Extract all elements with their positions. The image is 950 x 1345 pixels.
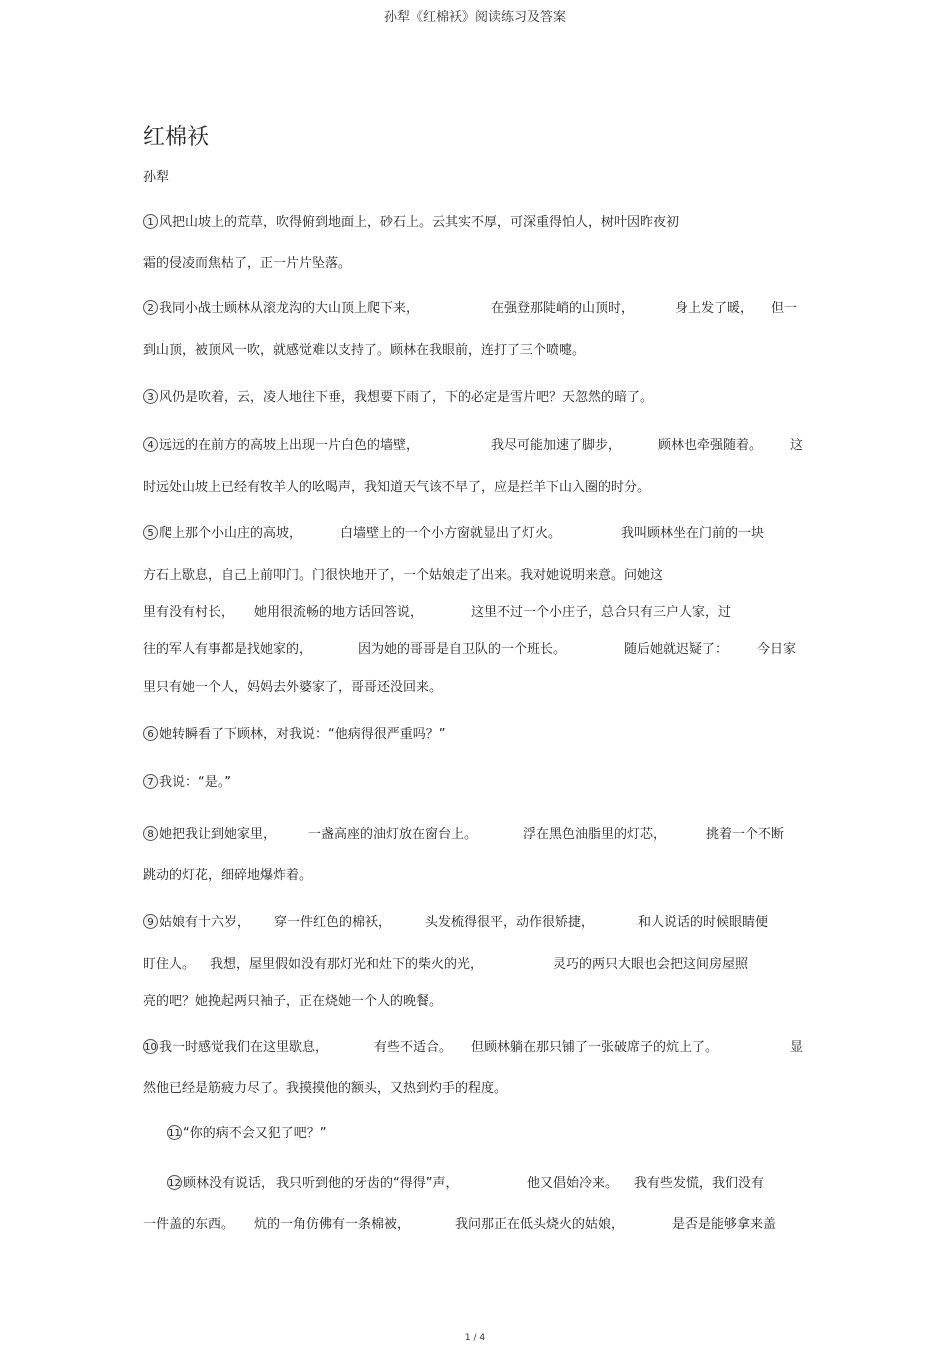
paragraph-number-icon: 1 bbox=[143, 214, 158, 229]
text-segment: 时远处山坡上已经有牧羊人的吆喝声，我知道天气该不早了，应是拦羊下山入圈的时分。 bbox=[143, 480, 651, 495]
text-segment: 盯住人。 bbox=[143, 957, 196, 972]
text-segment: 她用很流畅的地方话回答说， bbox=[254, 605, 424, 620]
text-segment: 5 爬上那个小山庄的高坡， bbox=[143, 525, 302, 543]
text-segment: 头发梳得很平，动作很矫捷， bbox=[425, 915, 595, 930]
text-segment: 显 bbox=[790, 1040, 804, 1055]
text-segment: 这 bbox=[790, 438, 804, 453]
text-segment: 我只听到他的牙齿的“得得”声， bbox=[276, 1176, 459, 1191]
paragraph-number-icon: 7 bbox=[143, 774, 158, 789]
text-segment: 我尽可能加速了脚步， bbox=[491, 438, 622, 453]
text-segment: 穿一件红色的棉袄， bbox=[274, 915, 392, 930]
text-segment: 到山顶，被顶风一吹，就感觉难以支持了。顾林在我眼前，连打了三个喷嚏。 bbox=[143, 343, 586, 358]
text-segment: 亮的吧？她挽起两只袖子，正在烧她一个人的晚餐。 bbox=[143, 994, 443, 1009]
text-segment: 灵巧的两只大眼也会把这间房屋照 bbox=[553, 957, 749, 972]
text-segment: 霜的侵凌而焦枯了，正一片片坠落。 bbox=[143, 256, 352, 271]
text-segment: 因为她的哥哥是自卫队的一个班长。 bbox=[358, 642, 567, 657]
paragraph-number-icon: 5 bbox=[143, 525, 158, 540]
text-segment: 7 我说：“是。” bbox=[143, 774, 231, 792]
text-segment: 3 风仍是吹着，云，凌人地往下垂，我想要下雨了，下的必定是雪片吧？天忽然的暗了。 bbox=[143, 389, 653, 407]
text-segment: 1 风把山坡上的荒草，吹得俯到地面上，砂石上。云其实不厚，可深重得怕人，树叶因昨夜初 bbox=[143, 214, 679, 232]
text-segment: 但顾林躺在那只铺了一张破席子的炕上了。 bbox=[471, 1040, 719, 1055]
text-segment: 10 我一时感觉我们在这里歇息， bbox=[144, 1040, 329, 1055]
text-segment: 11 “你的病不会又犯了吧？” bbox=[168, 1126, 327, 1141]
text-segment: 一件盖的东西。 bbox=[143, 1217, 235, 1232]
text-segment: 4 远远的在前方的高坡上出现一片白色的墙壁， bbox=[143, 437, 419, 455]
text-segment: 12 顾林没有说话， bbox=[168, 1176, 275, 1191]
paragraph-number-icon: 11 bbox=[167, 1125, 182, 1140]
article-author: 孙犁 bbox=[143, 170, 170, 185]
paragraph-number-icon: 2 bbox=[143, 300, 158, 315]
text-segment: 有些不适合。 bbox=[374, 1040, 453, 1055]
text-segment: 9 姑娘有十六岁， bbox=[143, 914, 250, 932]
paragraph-number-icon: 8 bbox=[143, 826, 158, 841]
paragraph-number-icon: 3 bbox=[143, 389, 158, 404]
paragraph-number-icon: 6 bbox=[143, 726, 158, 741]
text-segment: 一盏高座的油灯放在窗台上。 bbox=[308, 827, 478, 842]
text-segment: 方石上歇息，自己上前叩门。门很快地开了，一个姑娘走了出来。我对她说明来意。问她这 bbox=[143, 568, 664, 583]
text-segment: 他又倡始冷来。 bbox=[527, 1176, 619, 1191]
text-segment: 6 她转瞬看了下顾林，对我说：“他病得很严重吗？” bbox=[143, 726, 445, 744]
text-segment: 和人说话的时候眼睛便 bbox=[638, 915, 769, 930]
text-segment: 8 她把我让到她家里， bbox=[143, 826, 276, 844]
text-segment: 我叫顾林坐在门前的一块 bbox=[621, 526, 765, 541]
article-title: 红棉袄 bbox=[143, 125, 210, 150]
text-segment: 身上发了暖， bbox=[675, 301, 754, 316]
text-segment: 顾林也牵强随着。 bbox=[658, 438, 763, 453]
text-segment: 挑着一个不断 bbox=[706, 827, 785, 842]
text-segment: 但一 bbox=[771, 301, 798, 316]
text-segment: 浮在黑色油脂里的灯芯， bbox=[523, 827, 667, 842]
paragraph-number-icon: 9 bbox=[143, 914, 158, 929]
text-segment: 里有没有村长， bbox=[143, 605, 235, 620]
text-segment: 里只有她一个人，妈妈去外婆家了，哥哥还没回来。 bbox=[143, 680, 443, 695]
text-segment: 是否是能够拿来盖 bbox=[672, 1217, 777, 1232]
paragraph-number-icon: 4 bbox=[143, 437, 158, 452]
text-segment: 炕的一角仿佛有一条棉被， bbox=[254, 1217, 411, 1232]
text-segment: 我想，屋里假如没有那灯光和灶下的柴火的光， bbox=[210, 957, 484, 972]
text-segment: 我有些发慌，我们没有 bbox=[634, 1176, 765, 1191]
text-segment: 在强登那陡峭的山顶时， bbox=[491, 301, 635, 316]
text-segment: 随后她就迟疑了： bbox=[624, 642, 729, 657]
text-segment: 2 我同小战士顾林从滚龙沟的大山顶上爬下来， bbox=[143, 300, 419, 318]
text-segment: 这里不过一个小庄子，总合只有三户人家，过 bbox=[471, 605, 732, 620]
document-header: 孙犁《红棉袄》阅读练习及答案 bbox=[383, 10, 566, 25]
text-segment: 跳动的灯花，细碎地爆炸着。 bbox=[143, 868, 313, 883]
text-segment: 然他已经是筋疲力尽了。我摸摸他的额头，又热到灼手的程度。 bbox=[143, 1081, 508, 1096]
page-number: 1 / 4 bbox=[464, 1333, 486, 1343]
paragraph-number-icon: 12 bbox=[167, 1175, 182, 1190]
paragraph-number-icon: 10 bbox=[143, 1039, 158, 1054]
text-segment: 今日家 bbox=[757, 642, 797, 657]
text-segment: 我问那正在低头烧火的姑娘， bbox=[455, 1217, 625, 1232]
text-segment: 往的军人有事都是找她家的， bbox=[143, 642, 313, 657]
text-segment: 白墙壁上的一个小方窗就显出了灯火。 bbox=[340, 526, 562, 541]
